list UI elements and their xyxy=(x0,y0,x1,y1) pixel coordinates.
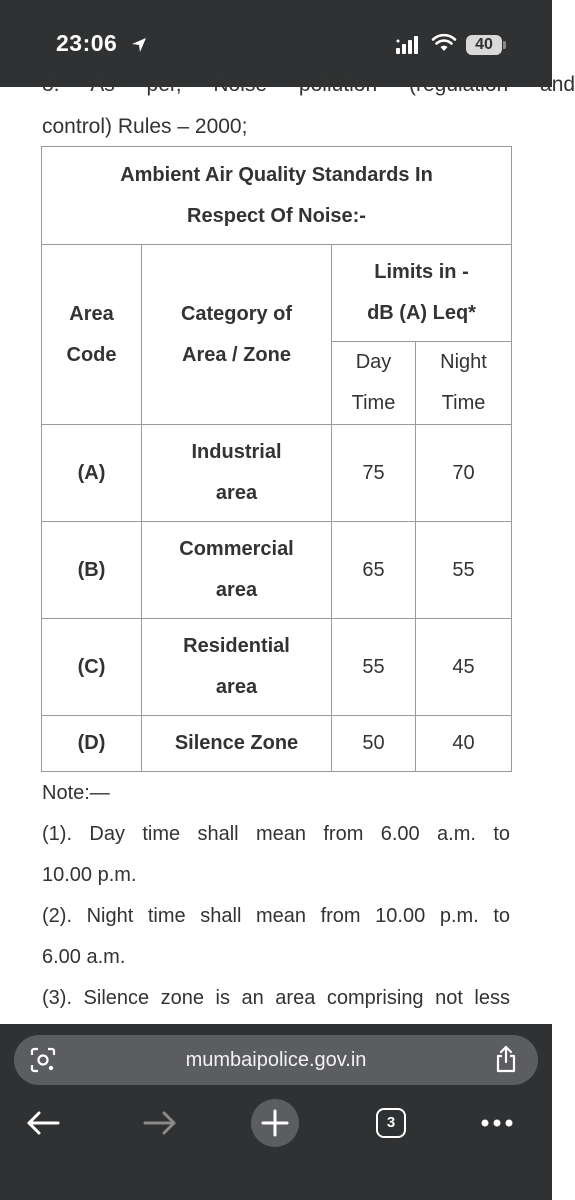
header-text: Night xyxy=(440,351,487,373)
header-day-time xyxy=(332,342,416,425)
page-content xyxy=(0,73,575,1024)
night-limit-cell: 55 xyxy=(416,522,512,619)
header-text: Code xyxy=(66,343,117,366)
area-code-cell: (C) xyxy=(42,619,142,716)
table-row xyxy=(42,522,512,619)
note-item-continued: 6.00 a.m. xyxy=(42,946,126,968)
status-time: 23:06 xyxy=(56,30,118,56)
partially-scrolled-line: 3. As per, Noise pollution (regulation and xyxy=(42,73,575,96)
table-title xyxy=(42,147,512,245)
table-row xyxy=(42,716,512,772)
url-text[interactable]: mumbaipolice.gov.in xyxy=(185,1049,367,1071)
category-text: Commercial xyxy=(179,538,294,560)
header-night-time xyxy=(416,342,512,425)
area-code-cell: (B) xyxy=(42,522,142,619)
category-cell xyxy=(142,619,332,716)
day-limit-cell: 65 xyxy=(332,522,416,619)
new-tab-button[interactable] xyxy=(251,1099,299,1147)
header-area-code xyxy=(42,245,142,425)
battery-indicator: 40 xyxy=(466,35,502,55)
category-cell xyxy=(142,425,332,522)
category-text: area xyxy=(215,579,258,601)
share-icon[interactable] xyxy=(494,1045,518,1073)
lens-search-icon[interactable] xyxy=(30,1047,56,1073)
night-limit-cell: 45 xyxy=(416,619,512,716)
day-limit-cell: 50 xyxy=(332,716,416,772)
category-cell: Silence Zone xyxy=(142,716,332,772)
note-item-continued: 10.00 p.m. xyxy=(42,864,137,886)
category-text: Industrial xyxy=(191,441,282,463)
back-arrow-icon[interactable] xyxy=(26,1110,60,1136)
more-options-icon[interactable] xyxy=(480,1118,514,1128)
area-code-cell: (D) xyxy=(42,716,142,772)
address-bar[interactable] xyxy=(14,1035,538,1085)
day-limit-cell: 75 xyxy=(332,425,416,522)
note-item: (2). Night time shall mean from 10.00 p.m. to xyxy=(42,905,510,927)
night-limit-cell: 70 xyxy=(416,425,512,522)
header-text: dB (A) Leq* xyxy=(367,302,476,324)
table-title-line: Respect Of Noise:- xyxy=(187,204,366,227)
header-text: Day xyxy=(355,351,392,373)
note-item: (1). Day time shall mean from 6.00 a.m. to xyxy=(42,823,510,845)
forward-arrow-icon[interactable] xyxy=(143,1110,177,1136)
category-text: area xyxy=(215,676,258,698)
note-item: (3). Silence zone is an area comprising not less xyxy=(42,987,510,1009)
rules-reference: control) Rules – 2000; xyxy=(42,115,248,138)
area-code-cell: (A) xyxy=(42,425,142,522)
battery-tip xyxy=(503,41,506,49)
category-text: area xyxy=(215,482,258,504)
header-text: Time xyxy=(441,392,486,414)
category-text: Residential xyxy=(183,635,290,657)
header-text: Time xyxy=(351,392,396,414)
category-cell xyxy=(142,522,332,619)
header-limits xyxy=(332,245,512,342)
header-text: Limits in - xyxy=(374,261,469,283)
header-text: Area xyxy=(69,302,114,325)
header-text: Area / Zone xyxy=(182,343,291,366)
table-row xyxy=(42,425,512,522)
location-arrow-icon xyxy=(130,36,148,54)
night-limit-cell: 40 xyxy=(416,716,512,772)
header-category xyxy=(142,245,332,425)
note-title: Note:— xyxy=(42,782,110,804)
table-row xyxy=(42,619,512,716)
cellular-signal-icon xyxy=(396,36,424,54)
noise-standards-table xyxy=(41,146,512,772)
plus-icon xyxy=(251,1099,299,1147)
wifi-icon xyxy=(432,34,456,52)
table-title-line: Ambient Air Quality Standards In xyxy=(120,163,433,186)
day-limit-cell: 55 xyxy=(332,619,416,716)
header-text: Category of xyxy=(180,302,293,325)
tab-switcher-button[interactable]: 3 xyxy=(376,1108,406,1138)
